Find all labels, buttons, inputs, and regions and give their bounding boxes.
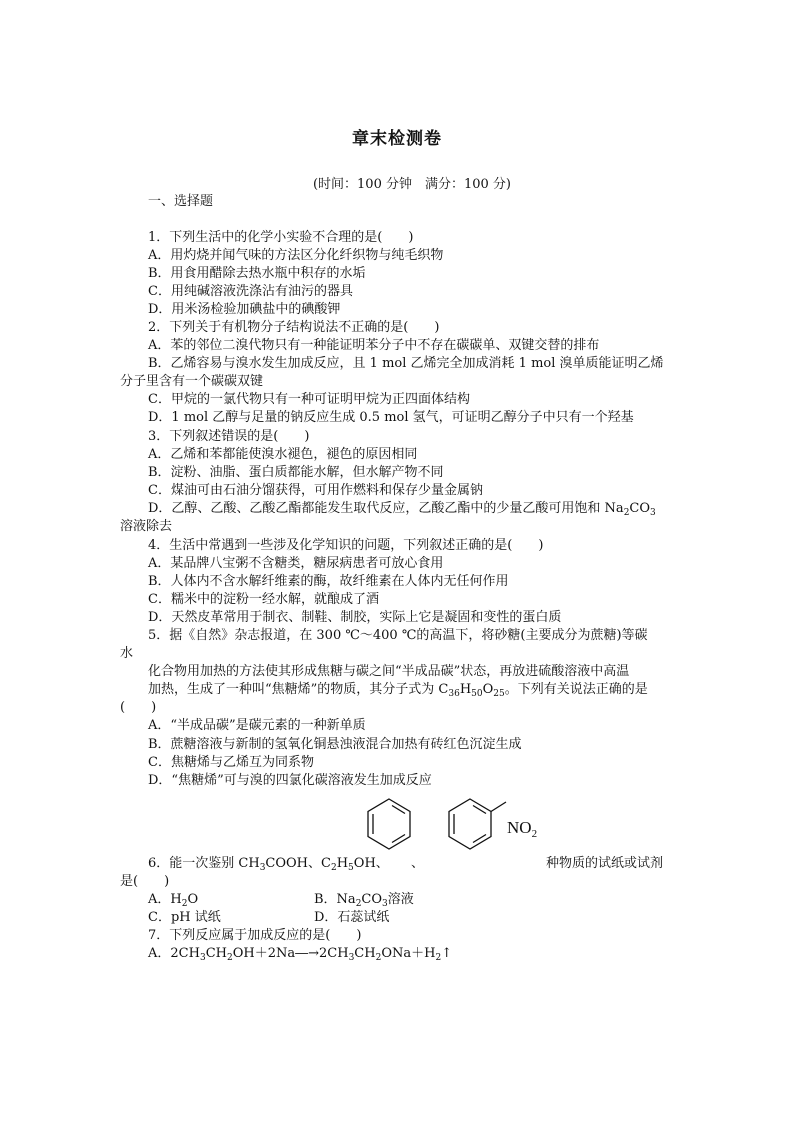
page-title: 章末检测卷 <box>352 129 442 149</box>
nitro-group-label: $NO_2$ <box>507 818 538 840</box>
q7-option-a: A．$2CH_3CH_2OH+2Na―\to 2CH_3CH_2ONa+H_2↑$ <box>148 946 453 963</box>
q4-option-d: D．天然皮革常用于制衣、制鞋、制胶，实际上它是凝固和变性的蛋白质 <box>148 610 562 625</box>
q1-option-d: D．用米汤检验加碘盐中的碘酸钾 <box>148 302 341 317</box>
q3-stem: 3．下列叙述错误的是( ) <box>148 429 310 444</box>
q3-option-b: B．淀粉、油脂、蛋白质都能水解，但水解产物不同 <box>148 465 444 480</box>
q5-option-b: B．蔗糖溶液与新制的氢氧化铜悬浊液混合加热有砖红色沉淀生成 <box>148 737 522 752</box>
q6-separator: 、 <box>411 856 425 871</box>
q6-stem-line2: 是( ) <box>120 874 170 889</box>
q4-option-c: C．糯米中的淀粉一经水解，就酿成了酒 <box>148 592 379 607</box>
q3-option-a: A．乙烯和苯都能使溴水褪色，褪色的原因相同 <box>148 447 418 462</box>
q2-stem: 2．下列关于有机物分子结构说法不正确的是( ) <box>148 320 440 335</box>
q6-option-b: B．$Na_2CO_3$溶液 <box>314 892 414 909</box>
q5-stem-line5: ( ) <box>120 700 157 715</box>
q5-stem-line2: 水 <box>120 646 134 661</box>
q5-stem-line1: 5．据《自然》杂志报道，在 300 ℃～400 ℃的高温下，将砂糖(主要成分为蔗糖)等碳 <box>148 628 648 643</box>
q4-option-a: A．某品牌八宝粥不含糖类，糖尿病患者可放心食用 <box>148 556 444 571</box>
q6-option-c: C．pH 试纸 <box>148 910 221 925</box>
benzene-structures <box>352 796 552 862</box>
q1-option-c: C．用纯碱溶液洗涤沾有油污的器具 <box>148 284 353 299</box>
q6-stem-tail: 种物质的试纸或试剂 <box>546 856 664 871</box>
q2-option-d: D．1 mol 乙醇与足量的钠反应生成 0.5 mol 氢气，可证明乙醇分子中只有一个羟基 <box>148 410 634 425</box>
q2-option-c: C．甲烷的一氯代物只有一种可证明甲烷为正四面体结构 <box>148 392 470 407</box>
q3-option-d: D．乙醇、乙酸、乙酸乙酯都能发生取代反应，乙酸乙酯中的少量乙酸可用饱和 $Na_2CO_3$ <box>148 501 656 518</box>
exam-info: (时间：100 分钟 满分：100 分) <box>312 177 512 192</box>
q5-option-d: D．“焦糖烯”可与溴的四氯化碳溶液发生加成反应 <box>148 773 432 788</box>
q5-stem-line3: 化合物用加热的方法使其形成焦糖与碳之间“半成品碳”状态，再放进硫酸溶液中高温 <box>148 664 630 679</box>
q2-option-b-cont: 分子里含有一个碳碳双键 <box>120 374 264 389</box>
q7-stem: 7．下列反应属于加成反应的是( ) <box>148 928 362 943</box>
q5-option-a: A．“半成品碳”是碳元素的一种新单质 <box>148 718 366 733</box>
q4-option-b: B．人体内不含水解纤维素的酶，故纤维素在人体内无任何作用 <box>148 574 509 589</box>
q3-option-d-cont: 溶液除去 <box>120 519 173 534</box>
q1-stem: 1．下列生活中的化学小实验不合理的是( ) <box>148 230 414 245</box>
q3-option-c: C．煤油可由石油分馏获得，可用作燃料和保存少量金属钠 <box>148 483 483 498</box>
q4-stem: 4．生活中常遇到一些涉及化学知识的问题，下列叙述正确的是( ) <box>148 538 544 553</box>
q6-option-a: A．$H_2O$ <box>148 892 199 909</box>
q6-stem-line1: 6．能一次鉴别 $CH_3COOH$、$C_2H_5OH$、 <box>148 856 389 873</box>
q2-option-a: A．苯的邻位二溴代物只有一种能证明苯分子中不存在碳碳单、双键交替的排布 <box>148 338 600 353</box>
q1-option-a: A．用灼烧并闻气味的方法区分化纤织物与纯毛织物 <box>148 248 444 263</box>
q1-option-b: B．用食用醋除去热水瓶中积存的水垢 <box>148 266 366 281</box>
q5-stem-line4: 加热，生成了一种叫“焦糖烯”的物质，其分子式为 $C_{36}H_{50}O_{25}$。下列有关说法正确的是 <box>148 682 648 699</box>
q6-option-d: D．石蕊试纸 <box>314 910 390 925</box>
section-heading: 一、选择题 <box>148 194 214 209</box>
q2-option-b: B．乙烯容易与溴水发生加成反应，且 1 mol 乙烯完全加成消耗 1 mol 溴单质能证明乙烯 <box>148 356 664 371</box>
q5-option-c: C．焦糖烯与乙烯互为同系物 <box>148 755 314 770</box>
benzene-structure <box>368 799 410 849</box>
nitrobenzene-structure <box>449 799 506 849</box>
